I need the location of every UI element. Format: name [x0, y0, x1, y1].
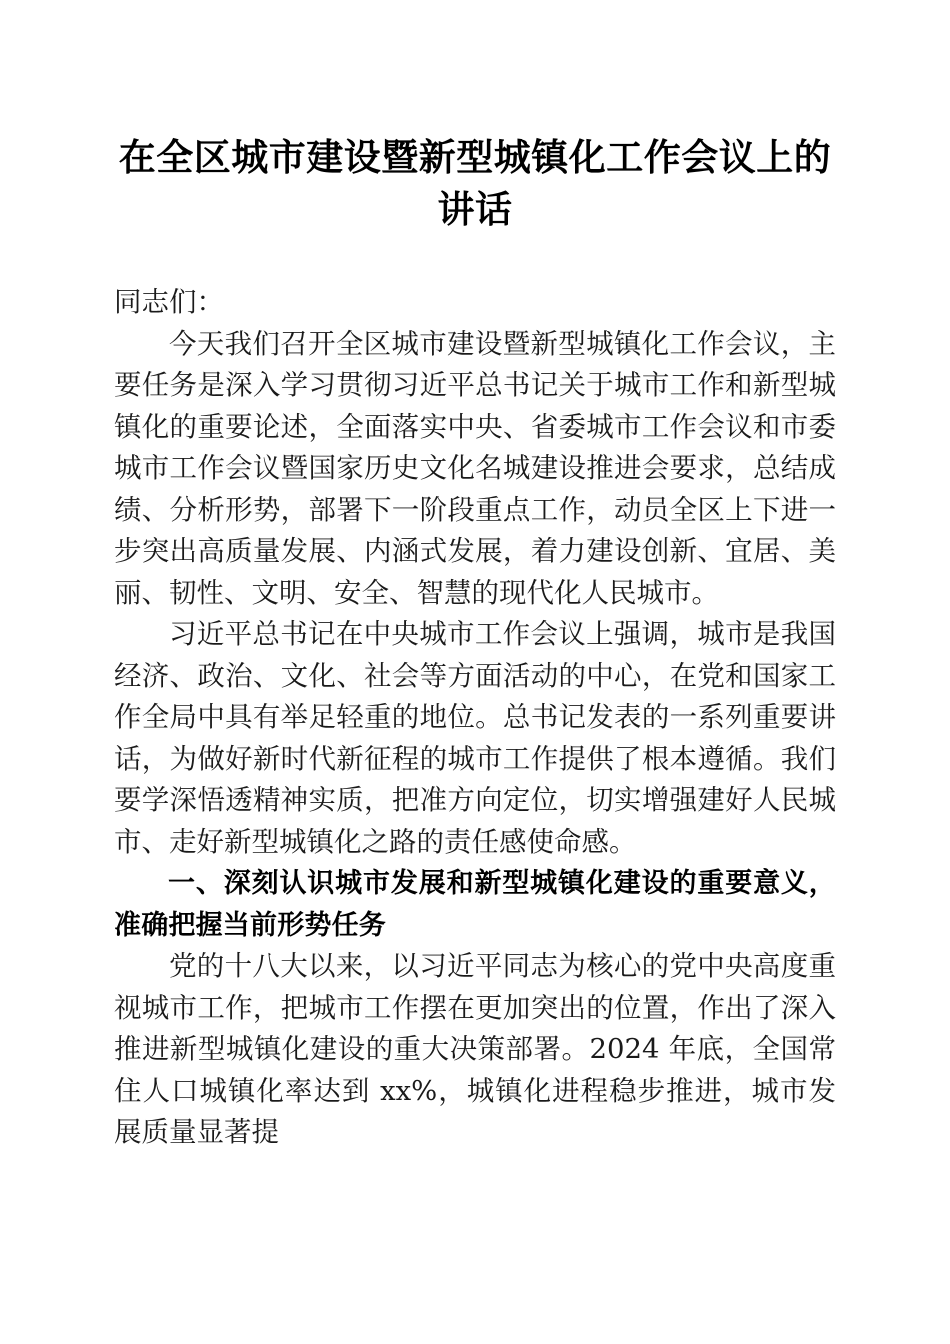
page-text-column: [114, 0, 836, 1154]
section-1-paragraph-1: 党的十八大以来，以习近平同志为核心的党中央高度重视城市工作，把城市工作摆在更加突出的位置，作出了深入推进新型城镇化建设的重大决策部署。2024 年底，全国常住人口城镇化率达到 xx%，城镇化进程稳步推进，城市发展质量显著提: [114, 950, 836, 1148]
paragraph-2: 习近平总书记在中央城市工作会议上强调，城市是我国经济、政治、文化、社会等方面活动的中心，在党和国家工作全局中具有举足轻重的地位。总书记发表的一系列重要讲话，为做好新时代新征程的城市工作提供了根本遵循。我们要学深悟透精神实质，把准方向定位，切实增强建好人民城市、走好新型城镇化之路的责任感使命感。: [114, 618, 836, 858]
paragraph-1: 今天我们召开全区城市建设暨新型城镇化工作会议，主要任务是深入学习贯彻习近平总书记关于城市工作和新型城镇化的重要论述，全面落实中央、省委城市工作会议和市委城市工作会议暨国家历史文化名城建设推进会要求，总结成绩、分析形势，部署下一阶段重点工作，动员全区上下进一步突出高质量发展、内涵式发展，着力建设创新、宜居、美丽、韧性、文明、安全、智慧的现代化人民城市。: [114, 327, 836, 609]
document-title: 在全区城市建设暨新型城镇化工作会议上的讲话: [118, 135, 832, 231]
salutation: 同志们：: [114, 286, 224, 318]
section-heading-1: 一、深刻认识城市发展和新型城镇化建设的重要意义，准确把握当前形势任务: [114, 868, 836, 941]
